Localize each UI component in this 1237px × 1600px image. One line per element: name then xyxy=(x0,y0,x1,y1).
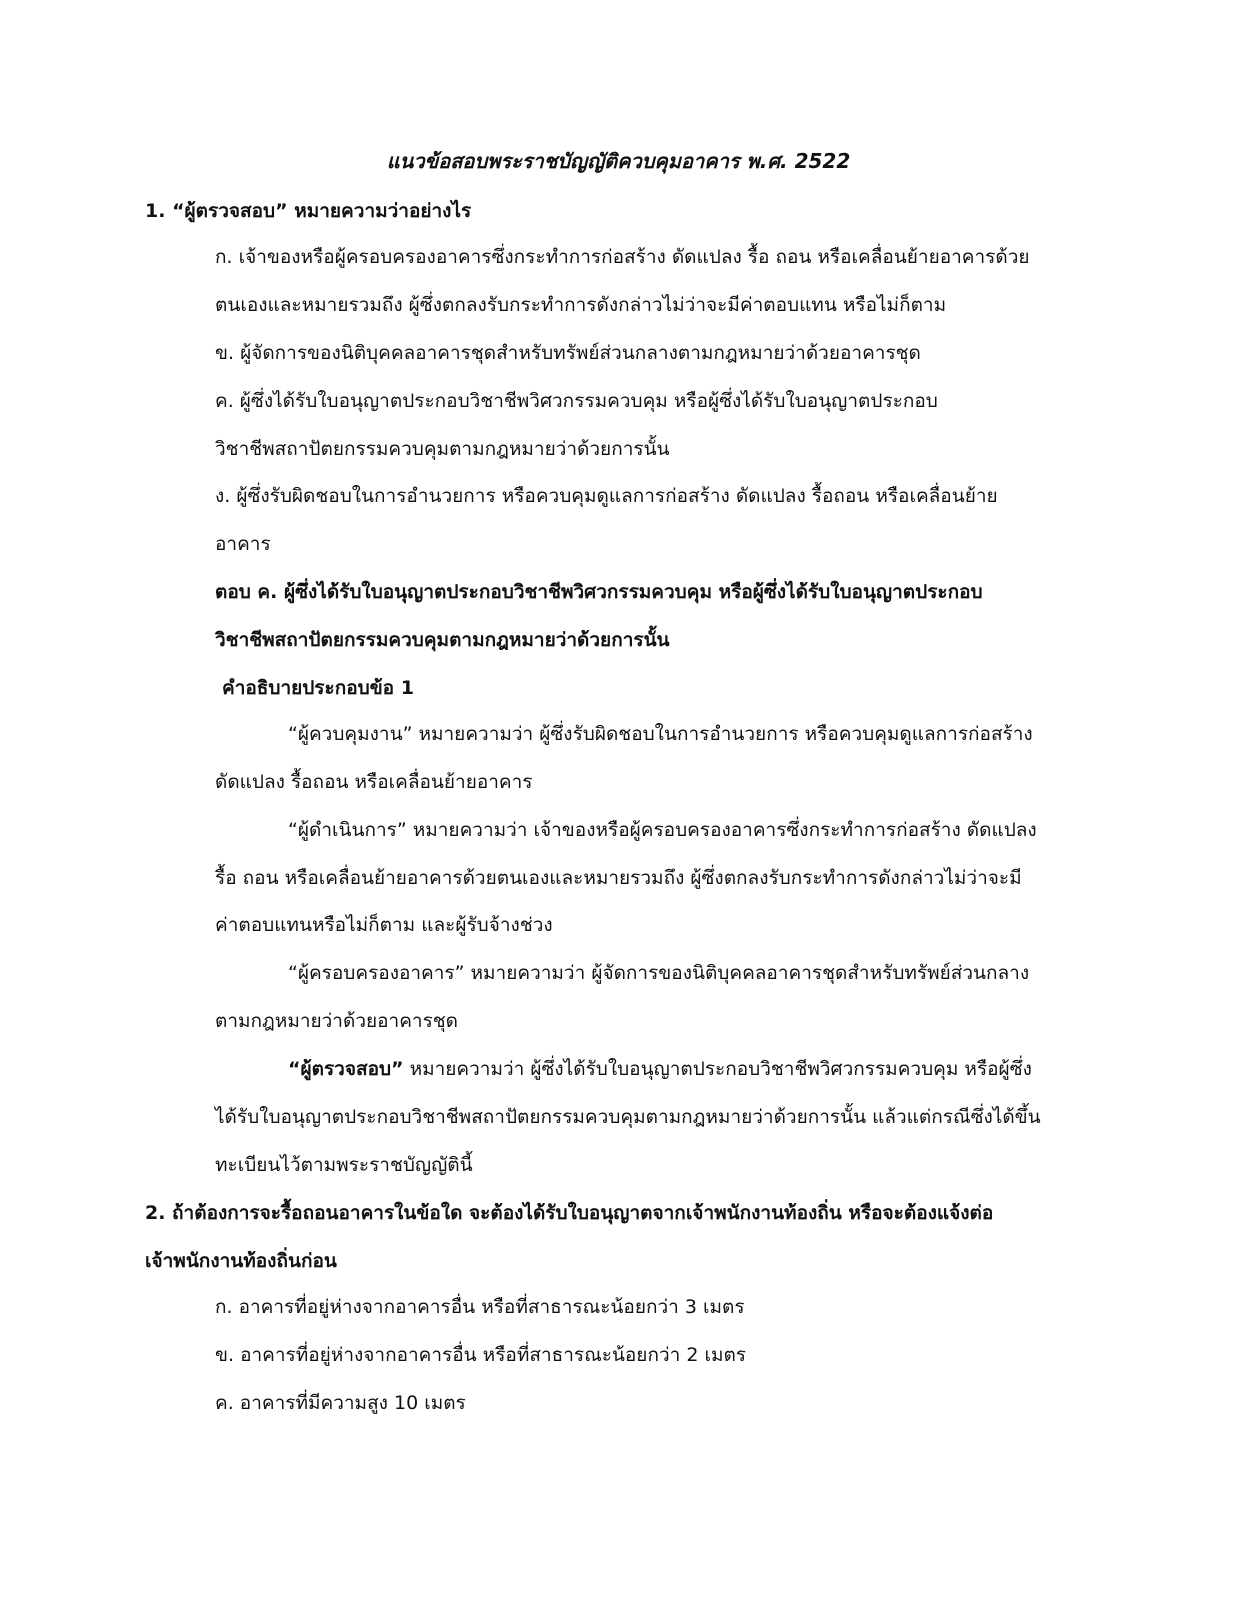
q2-option-a: ก. อาคารที่อยู่ห่างจากอาคารอื่น หรือที่สาธารณะน้อยกว่า 3 เมตร xyxy=(215,1296,745,1318)
question-1-heading xyxy=(145,196,471,226)
definition-3-line-2: ตามกฎหมายว่าด้วยอาคารชุด xyxy=(215,1010,459,1032)
q1-option-d-line-1: ง. ผู้ซึ่งรับผิดชอบในการอำนวยการ หรือควบคุมดูแลการก่อสร้าง ดัดแปลง รื้อถอน หรือเคลื่อนย้าย xyxy=(215,485,998,507)
question-1-text: หมายความว่าอย่างไร xyxy=(287,200,472,222)
definition-4-line-2: ได้รับใบอนุญาตประกอบวิชาชีพสถาปัตยกรรมควบคุมตามกฎหมายว่าด้วยการนั้น แล้วแต่กรณีซึ่งได้ขึ้น xyxy=(215,1106,1041,1128)
question-2-line-2: เจ้าพนักงานท้องถิ่นก่อน xyxy=(145,1250,337,1272)
q1-option-a-line-2: ตนเองและหมายรวมถึง ผู้ซึ่งตกลงรับกระทำการดังกล่าวไม่ว่าจะมีค่าตอบแทน หรือไม่ก็ตาม xyxy=(215,294,947,316)
document-title: แนวข้อสอบพระราชบัญญัติควบคุมอาคาร พ.ศ. 2522 xyxy=(386,149,851,173)
q1-option-c-line-1: ค. ผู้ซึ่งได้รับใบอนุญาตประกอบวิชาชีพวิศวกรรมควบคุม หรือผู้ซึ่งได้รับใบอนุญาตประกอบ xyxy=(215,390,938,412)
q2-option-b: ข. อาคารที่อยู่ห่างจากอาคารอื่น หรือที่สาธารณะน้อยกว่า 2 เมตร xyxy=(215,1344,747,1366)
q1-option-b: ข. ผู้จัดการของนิติบุคคลอาคารชุดสำหรับทรัพย์ส่วนกลางตามกฎหมายว่าด้วยอาคารชุด xyxy=(215,342,921,364)
definition-2-line-3: ค่าตอบแทนหรือไม่ก็ตาม และผู้รับจ้างช่วง xyxy=(215,914,553,936)
q1-answer-line-2: วิชาชีพสถาปัตยกรรมควบคุมตามกฎหมายว่าด้วยการนั้น xyxy=(215,629,670,651)
definition-4-term: “ผู้ตรวจสอบ” xyxy=(288,1058,404,1080)
definition-3-line-1: “ผู้ครอบครองอาคาร” หมายความว่า ผู้จัดการของนิติบุคคลอาคารชุดสำหรับทรัพย์ส่วนกลาง xyxy=(288,962,1030,984)
question-2-line-1: 2. ถ้าต้องการจะรื้อถอนอาคารในข้อใด จะต้องได้รับใบอนุญาตจากเจ้าพนักงานท้องถิ่น หรือจะต้องแจ้งต่อ xyxy=(145,1202,994,1224)
definition-2-line-1: “ผู้ดำเนินการ” หมายความว่า เจ้าของหรือผู้ครอบครองอาคารซึ่งกระทำการก่อสร้าง ดัดแปลง xyxy=(288,819,1037,841)
definition-4-line-1 xyxy=(288,1054,1032,1084)
q2-option-c: ค. อาคารที่มีความสูง 10 เมตร xyxy=(215,1392,466,1414)
q1-explanation-heading: คำอธิบายประกอบข้อ 1 xyxy=(222,677,414,699)
definition-1-line-2: ดัดแปลง รื้อถอน หรือเคลื่อนย้ายอาคาร xyxy=(215,771,533,793)
q1-option-d-line-2: อาคาร xyxy=(215,533,271,555)
question-1-number: 1. xyxy=(145,200,173,222)
q1-option-a-line-1: ก. เจ้าของหรือผู้ครอบครองอาคารซึ่งกระทำการก่อสร้าง ดัดแปลง รื้อ ถอน หรือเคลื่อนย้ายอาคารด้วย xyxy=(215,246,1030,268)
definition-4-text: หมายความว่า ผู้ซึ่งได้รับใบอนุญาตประกอบวิชาชีพวิศวกรรมควบคุม หรือผู้ซึ่ง xyxy=(403,1058,1032,1080)
q1-answer-line-1: ตอบ ค. ผู้ซึ่งได้รับใบอนุญาตประกอบวิชาชีพวิศวกรรมควบคุม หรือผู้ซึ่งได้รับใบอนุญาตประกอบ xyxy=(215,581,983,603)
definition-1-line-1: “ผู้ควบคุมงาน” หมายความว่า ผู้ซึ่งรับผิดชอบในการอำนวยการ หรือควบคุมดูแลการก่อสร้าง xyxy=(288,723,1033,745)
q1-option-c-line-2: วิชาชีพสถาปัตยกรรมควบคุมตามกฎหมายว่าด้วยการนั้น xyxy=(215,438,670,460)
question-1-term: “ผู้ตรวจสอบ” xyxy=(172,200,288,222)
definition-4-line-3: ทะเบียนไว้ตามพระราชบัญญัตินี้ xyxy=(215,1154,473,1176)
definition-2-line-2: รื้อ ถอน หรือเคลื่อนย้ายอาคารด้วยตนเองและหมายรวมถึง ผู้ซึ่งตกลงรับกระทำการดังกล่าวไม่ว่าจะมี xyxy=(215,867,1022,889)
